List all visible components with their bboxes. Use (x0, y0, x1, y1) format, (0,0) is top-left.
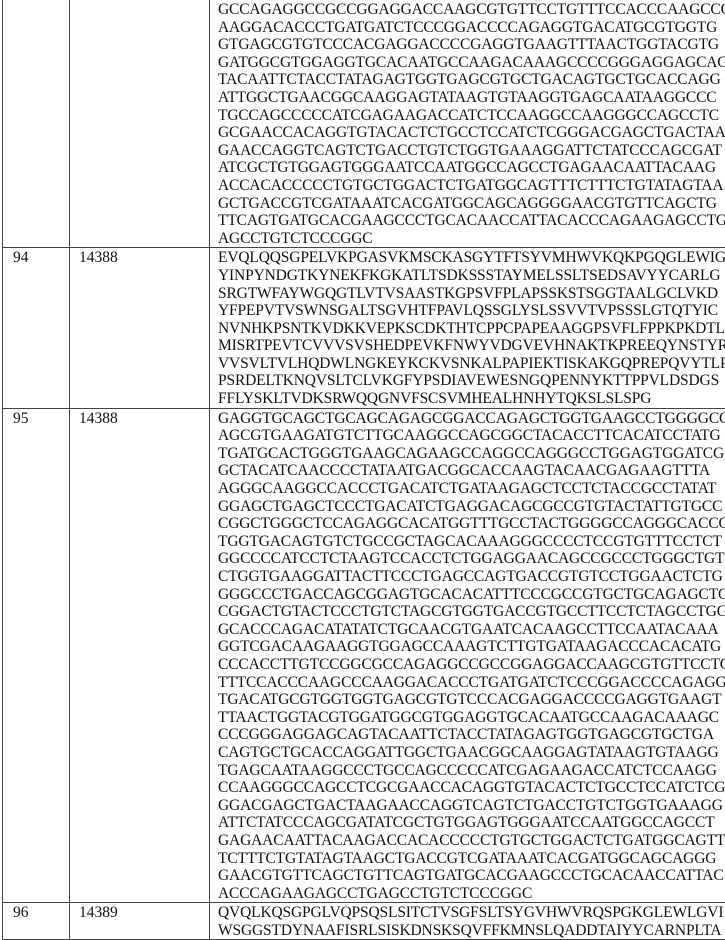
sequence-line: ATCGCTGTGGAGTGGGAATCCAATGGCCAGCCTGAGAACAATTACAAG (218, 159, 725, 177)
sequence-line: TGGTGACAGTGTCTGCCGCTAGCACAAAGGGCCCCTCCGTGTTTCCTCT (218, 533, 725, 551)
sequence-line: GAGGTGCAGCTGCAGCAGAGCGGACCAGAGCTGGTGAAGCCTGGGGCC (218, 410, 725, 428)
table-row (3, 0, 725, 248)
sequence-line: GGCCCCATCCTCTAAGTCCACCTCTGGAGGAACAGCCGCCCTGGGCTGT (218, 550, 725, 568)
clone-id: 14389 (70, 903, 210, 940)
sequence-line: MISRTPEVTCVVVSVSHEDPEVKFNWYVDGVEVHNAKTKPREEQYNSTYR (218, 337, 725, 355)
sequence-line: GCTACATCAACCCCTATAATGACGGCACCAAGTACAACGAGAAGTTTA (218, 462, 725, 480)
sequence-cell (210, 408, 725, 903)
sequence-cell (210, 0, 725, 248)
sequence-line: CTGGTGAAGGATTACTTCCCTGAGCCAGTGACCGTGTCCTGGAACTCTG (218, 568, 725, 586)
sequence-line: GCCAGAGGCCGCCGGAGGACCAAGCGTGTTCCTGTTTCCACCCAAGCCC (218, 1, 725, 19)
seq-id-number: 95 (3, 408, 70, 903)
sequence-line: GGAGCTGAGCTCCCTGACATCTGAGGACAGCGCCGTGTACTATTGTGCC (218, 498, 725, 516)
clone-id (70, 0, 210, 248)
sequence-line: GAACGTGTTCAGCTGTTCAGTGATGCACGAAGCCCTGCACAACCATTAC (218, 867, 725, 885)
seq-id-number: 94 (3, 248, 70, 408)
sequence-line: TGATGCACTGGGTGAAGCAGAAGCCAGGCCAGGGCCTGGAGTGGATCG (218, 445, 725, 463)
sequence-line: PSRDELTKNQVSLTCLVKGFYPSDIAVEWESNGQPENNYKTTPPVLDSDGS (218, 372, 725, 390)
sequence-line: TACAATTCTACCTATAGAGTGGTGAGCGTGCTGACAGTGCTGCACCAGG (218, 71, 725, 89)
sequence-line: ACCCAGAAGAGCCTGAGCCTGTCTCCCGGC (218, 885, 725, 903)
sequence-table-body (3, 0, 725, 940)
table-row (3, 248, 725, 408)
sequence-line: AAGGACACCCTGATGATCTCCCGGACCCCAGAGGTGACATGCGTGGTG (218, 19, 725, 37)
sequence-line: AGCCTGTCTCCCGGC (218, 230, 725, 248)
sequence-line: YINPYNDGTKYNEKFKGKATLTSDKSSSTAYMELSSLTSEDSAVYYCARLG (218, 267, 725, 285)
sequence-line: TGCCAGCCCCCATCGAGAAGACCATCTCCAAGGCCAAGGGCCAGCCTC (218, 107, 725, 125)
sequence-line: TGACATGCGTGGTGGTGAGCGTGTCCCACGAGGACCCCGAGGTGAAGT (218, 691, 725, 709)
sequence-line: ATTGGCTGAACGGCAAGGAGTATAAGTGTAAGGTGAGCAATAAGGCCC (218, 89, 725, 107)
sequence-cell (210, 248, 725, 408)
sequence-cell (210, 903, 725, 940)
sequence-line: GCGAACCACAGGTGTACACTCTGCCTCCATCTCGGGACGAGCTGACTAA (218, 124, 725, 142)
sequence-line: GAGAACAATTACAAGACCACACCCCCTGTGCTGGACTCTGATGGCAGTT (218, 832, 725, 850)
sequence-table (2, 0, 725, 940)
sequence-line: CCCACCTTGTCCGGCGCCAGAGGCCGCCGGAGGACCAAGCGTGTTCCTG (218, 656, 725, 674)
sequence-line: CAGTGCTGCACCAGGATTGGCTGAACGGCAAGGAGTATAAGTGTAAGG (218, 744, 725, 762)
sequence-line: GCTGACCGTCGATAAATCACGATGGCAGCAGGGGAACGTGTTCAGCTG (218, 195, 725, 213)
sequence-line: NVNHKPSNTKVDKKVEPKSCDKTHTCPPCPAPEAAGGPSVFLFPPKPKDTL (218, 320, 725, 338)
sequence-line: TTCAGTGATGCACGAAGCCCTGCACAACCATTACACCCAGAAGAGCCTG (218, 212, 725, 230)
seq-id-number (3, 0, 70, 248)
sequence-line: VVSVLTVLHQDWLNGKEYKCKVSNKALPAPIEKTISKAKGQPREPQVYTLP (218, 355, 725, 373)
sequence-line: CCCGGGAGGAGCAGTACAATTCTACCTATAGAGTGGTGAGCGTGCTGA (218, 726, 725, 744)
sequence-line: GCACCCAGACATATATCTGCAACGTGAATCACAAGCCTTCCAATACAAA (218, 621, 725, 639)
sequence-line: ATTCTATCCCAGCGATATCGCTGTGGAGTGGGAATCCAATGGCCAGCCT (218, 814, 725, 832)
sequence-line: ACCACACCCCCTGTGCTGGACTCTGATGGCAGTTTCTTTCTGTATAGTAA (218, 177, 725, 195)
sequence-line: TTTCCACCCAAGCCCAAGGACACCCTGATGATCTCCCGGACCCCAGAGG (218, 674, 725, 692)
table-row (3, 408, 725, 903)
sequence-line: GGTCGACAAGAAGGTGGAGCCAAAGTCTTGTGATAAGACCCACACATG (218, 638, 725, 656)
sequence-line: FFLYSKLTVDKSRWQQGNVFSCSVMHEALHNHYTQKSLSLSPG (218, 390, 725, 408)
sequence-line: GGACGAGCTGACTAAGAACCAGGTCAGTCTGACCTGTCTGGTGAAAGG (218, 797, 725, 815)
sequence-line: AGGGCAAGGCCACCCTGACATCTGATAAGAGCTCCTCTACCGCCTATAT (218, 480, 725, 498)
clone-id: 14388 (70, 248, 210, 408)
sequence-line: YFPEPVTVSWNSGALTSGVHTFPAVLQSSGLYSLSSVVTVPSSSLGTQTYIC (218, 302, 725, 320)
sequence-line: CCAAGGGCCAGCCTCGCGAACCACAGGTGTACACTCTGCCTCCATCTCG (218, 779, 725, 797)
sequence-line: TCTTTCTGTATAGTAAGCTGACCGTCGATAAATCACGATGGCAGCAGGG (218, 850, 725, 868)
seq-id-number: 96 (3, 903, 70, 940)
clone-id: 14388 (70, 408, 210, 903)
sequence-line: GATGGCGTGGAGGTGCACAATGCCAAGACAAAGCCCCGGGAGGAGCAG (218, 54, 725, 72)
sequence-line: TGAGCAATAAGGCCCTGCCAGCCCCCATCGAGAAGACCATCTCCAAGG (218, 762, 725, 780)
sequence-line: EVQLQQSGPELVKPGASVKMSCKASGYTFTSYVMHWVKQKPGQGLEWIG (218, 249, 725, 267)
sequence-line: AGCGTGAAGATGTCTTGCAAGGCCAGCGGCTACACCTTCACATCCTATG (218, 427, 725, 445)
sequence-line: GGGCCCTGACCAGCGGAGTGCACACATTTCCCGCCGTGCTGCAGAGCTC (218, 586, 725, 604)
sequence-line: TTAACTGGTACGTGGATGGCGTGGAGGTGCACAATGCCAAGACAAAGC (218, 709, 725, 727)
sequence-line: SRGTWFAYWGQGTLVTVSAASTKGPSVFPLAPSSKSTSGGTAALGCLVKD (218, 285, 725, 303)
sequence-line: CGGACTGTACTCCCTGTCTAGCGTGGTGACCGTGCCTTCCTCTAGCCTGG (218, 603, 725, 621)
sequence-line: QVQLKQSGPGLVQPSQSLSITCTVSGFSLTSYGVHWVRQSPGKGLEWLGVI (218, 904, 725, 922)
sequence-line: CGGCTGGGCTCCAGAGGCACATGGTTTGCCTACTGGGGCCAGGGCACCC (218, 515, 725, 533)
table-row (3, 903, 725, 940)
sequence-line: GAACCAGGTCAGTCTGACCTGTCTGGTGAAAGGATTCTATCCCAGCGAT (218, 142, 725, 160)
sequence-line: WSGGSTDYNAAFISRLSISKDNSKSQVFFKMNSLQADDTAIYYCARNPLTA (218, 922, 725, 940)
sequence-line: GTGAGCGTGTCCCACGAGGACCCCGAGGTGAAGTTTAACTGGTACGTG (218, 36, 725, 54)
